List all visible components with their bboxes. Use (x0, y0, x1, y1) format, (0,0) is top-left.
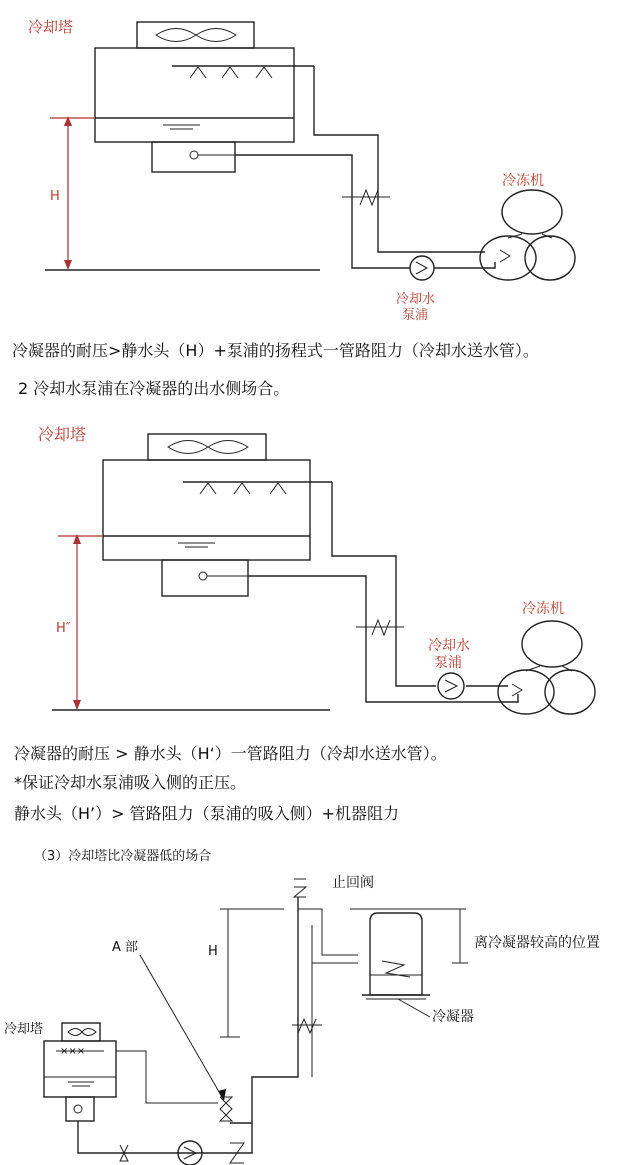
diagram-pump-outlet-side (0, 412, 631, 737)
positive-pressure-note: *保证冷却水泵浦吸入侧的正压。 (14, 773, 247, 792)
suction-outlet-icon (199, 572, 248, 580)
supply-riser-pipe (230, 897, 298, 1123)
check-valve-label: 止回阀 (332, 875, 374, 891)
condenser-icon (362, 913, 430, 999)
formula-text-2: 冷凝器的耐压 > 静水头（H‘）一管路阻力（冷却水送水管）。 (14, 744, 447, 763)
condenser-label: 冷凝器 (432, 1009, 474, 1025)
supply-pipe (235, 155, 410, 268)
section-3-heading: （3）冷却塔比冷凝器低的场合 (34, 849, 212, 864)
suction-pipe (78, 1121, 252, 1153)
pump-label-line2: 泵浦 (402, 308, 429, 323)
flexible-joint-icon (356, 620, 404, 635)
tower-basin (162, 560, 248, 596)
fan-icon (156, 29, 236, 42)
pump-label-line1: 冷却水 (428, 638, 470, 654)
tower-return-pipe (116, 1051, 218, 1103)
pump-icon (410, 256, 434, 280)
part-a-label: A 部 (112, 940, 139, 955)
pump-label-line2: 泵浦 (434, 655, 462, 671)
water-surface-icon (163, 125, 200, 129)
flexible-joint-icon (292, 1019, 322, 1033)
supply-pipe (248, 576, 518, 702)
height-label: H″ (56, 621, 71, 636)
pump-discharge-pipe (434, 262, 495, 268)
formula-text-1: 冷凝器的耐压>静水头（H）+泵浦的扬程式一管路阻力（冷却水送水管）。 (12, 341, 539, 360)
return-pipe (332, 482, 436, 686)
suction-outlet-icon (74, 1105, 82, 1113)
fan-icon (168, 441, 248, 454)
cooling-tower-body (103, 460, 310, 560)
height-label: H (208, 944, 218, 959)
static-head-condition: 静水头（H’）> 管路阻力（泵浦的吸入侧）+机器阻力 (14, 804, 400, 823)
pump-label-line1: 冷却水 (396, 292, 436, 307)
cooling-tower-label: 冷却塔 (38, 425, 87, 444)
water-surface-icon (68, 1082, 94, 1086)
spray-nozzles (56, 1046, 104, 1057)
part-a-leader-line (140, 955, 222, 1097)
chiller-label: 冷冻机 (502, 173, 544, 189)
svg-text:×××: ××× (60, 1046, 86, 1057)
suction-outlet-icon (190, 151, 235, 159)
chiller-icon (498, 621, 595, 714)
position-dimension (350, 909, 468, 963)
height-dimension (220, 909, 284, 1037)
diagram-pump-inlet-side (0, 0, 631, 330)
cooling-tower-label: 冷却塔 (4, 1022, 44, 1037)
spray-nozzles (172, 66, 314, 78)
chiller-icon (480, 190, 575, 280)
return-pipe (314, 66, 485, 252)
check-valve-icon (294, 879, 306, 897)
chiller-label: 冷冻机 (522, 601, 564, 617)
cooling-tower-body (95, 48, 294, 142)
water-surface-icon (178, 543, 215, 547)
section-2-heading: 2 冷却水泵浦在冷凝器的出水侧场合。 (18, 379, 290, 398)
tower-basin (66, 1097, 94, 1121)
condenser-leader-line (398, 999, 430, 1017)
height-label: H (50, 189, 60, 204)
pump-icon (438, 673, 464, 699)
part-a-valve-icon (220, 1097, 232, 1121)
position-label: 离冷凝器较高的位置 (474, 935, 600, 951)
diagram-tower-below-condenser (0, 865, 631, 1165)
tower-basin (152, 142, 235, 172)
flexible-joint-icon (342, 190, 390, 205)
cooling-tower-label: 冷却塔 (28, 18, 74, 36)
top-branch-pipe (298, 897, 358, 955)
fan-icon (68, 1029, 96, 1036)
